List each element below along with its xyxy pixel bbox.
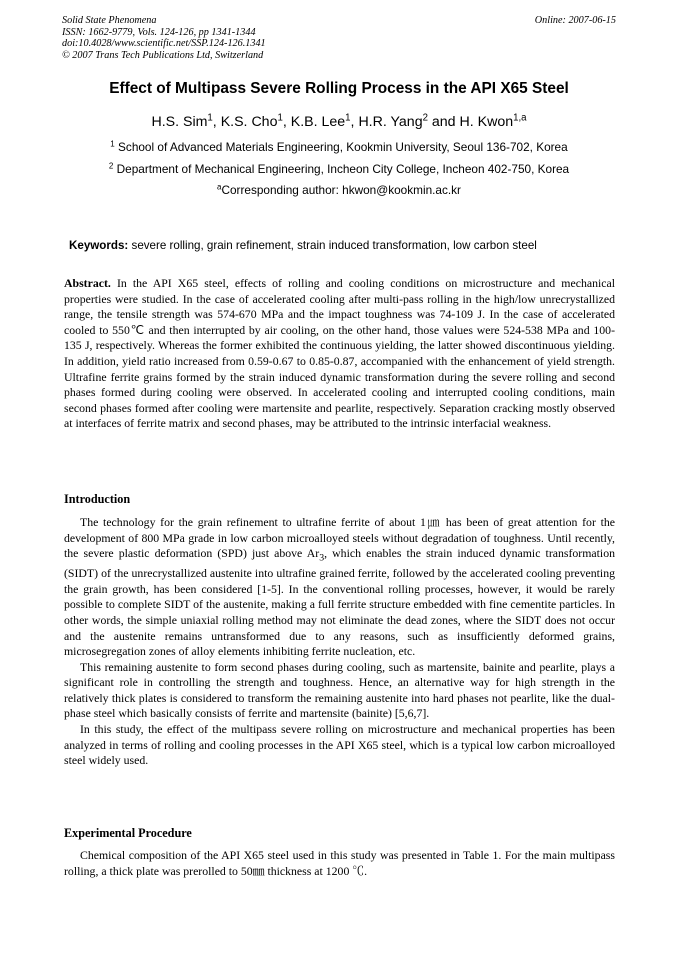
abstract-section [64, 276, 615, 432]
doi-line: doi:10.4028/www.scientific.net/SSP.124-126.1341 [62, 38, 266, 49]
author-name: H.S. Sim [151, 114, 208, 130]
affiliation-text: School of Advanced Materials Engineering, Kookmin University, Seoul 136-702, Korea [118, 140, 568, 154]
keywords-line [69, 239, 629, 252]
paragraph: Chemical composition of the API X65 steel used in this study was presented in Table 1. For the main multipass rolling, a thick plate was prerolled to 50㎜ thickness at 1200 ℃. [64, 848, 615, 878]
paragraph: In this study, the effect of the multipass severe rolling on microstructure and mechanical properties has been analyzed in terms of rolling and cooling processes in the API X65 steel, which is a typical low carbon microalloyed steel widely used. [64, 722, 615, 768]
abstract-text: In the API X65 steel, effects of rolling and cooling conditions on microstructure and mechanical properties were studied. In the case of accelerated cooling after multi-pass rolling in the high/low unrecrystallized range, the tensile strength was 574-670 MPa and the impact toughness was 74-109 J. In the case of accelerated cooled to 550℃ and then interrupted by air cooling, on the other hand, those values were 524-538 MPa and 100-135 J, respectively. Whereas the former exhibited the continuous yielding, the latter showed discontinuous yielding. In addition, yield ratio increased from 0.59-0.67 to 0.85-0.87, accompanied with the enhancement of yield strength. Ultrafine ferrite grains formed by the strain induced dynamic transformation during the severe rolling and second phases formed during cooling were observed. In accelerated cooling and interrupted cooling conditions, main second phases formed after cooling were martensite and pearlite, respectively. Separation cracking mostly observed at interfaces of ferrite matrix and second phases, may be attributed to the intrinsic interfacial weakness. [64, 276, 616, 431]
keywords-label: Keywords: [69, 239, 129, 252]
author-affiliation-mark: 1 [207, 112, 213, 124]
affiliation-mark: 1 [110, 139, 115, 149]
author-name: H. Kwon [459, 114, 514, 130]
paper-title: Effect of Multipass Severe Rolling Process in the API X65 Steel [109, 80, 569, 97]
affiliation-1 [0, 140, 678, 154]
subscript: 3 [319, 552, 325, 564]
affiliation-2 [0, 162, 678, 176]
author-separator: , [350, 114, 359, 130]
author-name: H.R. Yang [358, 114, 423, 130]
copyright-line: © 2007 Trans Tech Publications Ltd, Switzerland [62, 49, 264, 61]
online-date: Online: 2007-06-15 [534, 15, 616, 26]
author-name: K.B. Lee [290, 114, 346, 130]
introduction-heading: Introduction [64, 492, 131, 506]
affiliation-mark: 2 [108, 161, 114, 171]
paragraph-text: The technology for the grain refinement to ultrafine ferrite of about 1㎛ has been of great attention for the development of 800 MPa grade in low carbon microalloyed steels without degradation of toughness. Until recently, the severe plastic deformation (SPD) just above Ar [64, 515, 615, 561]
experimental-section [64, 848, 615, 879]
issn-line: ISSN: 1662-9779, Vols. 124-126, pp 1341-1344 [62, 26, 256, 38]
paragraph [64, 515, 615, 660]
publication-info [62, 15, 266, 61]
author-separator: , [282, 114, 291, 130]
author-list [0, 114, 678, 130]
experimental-heading: Experimental Procedure [64, 826, 192, 840]
corresponding-author [0, 183, 678, 197]
abstract-label: Abstract. [64, 276, 111, 290]
affiliation-text: Department of Mechanical Engineering, Incheon City College, Incheon 402-750, Korea [116, 162, 570, 176]
author-name: K.S. Cho [220, 114, 278, 130]
paragraph-text: , which enables the strain induced dynamic transformation (SIDT) of the unrecrystallized austenite into ultrafine grained ferrite, followed by the accelerated cooling preventing the grain growth, has been considered [1-5]. In the conventional rolling processes, however, it would be rarely possible to complete SIDT of the austenite, making a full ferrite structure embedded with fine cementite particles. In other words, the simple uniaxial rolling method may not eliminate the dead zones, where the SIDT does not occur and the austenite remains untransformed due to any reasons, such as insufficiently deformed grains, microsegregation zones of alloy elements inhibiting ferrite nucleation, etc. [64, 546, 615, 659]
author-affiliation-mark: 1 [345, 112, 351, 124]
affiliation-mark: a [217, 182, 222, 192]
author-separator: , [212, 114, 221, 130]
paragraph: This remaining austenite to form second phases during cooling, such as martensite, bainite and pearlite, plays a significant role in controlling the strength and toughness. Hence, an alternative way for high strength in the relatively thick plates is considered to transform the remaining austenite into hard phases not pearlite, like the dual-phase steel which basically consists of ferrite and martensite (bainite) [5,6,7]. [64, 659, 615, 721]
author-affiliation-mark: 1 [277, 112, 283, 124]
author-affiliation-mark: 2 [422, 112, 428, 124]
author-affiliation-mark: 1,a [513, 112, 527, 124]
introduction-section [64, 515, 615, 769]
author-separator: and [427, 114, 460, 130]
journal-name: Solid State Phenomena [62, 15, 157, 26]
keywords-text: severe rolling, grain refinement, strain induced transformation, low carbon steel [131, 239, 537, 252]
affiliation-text: Corresponding author: hkwon@kookmin.ac.kr [221, 183, 461, 197]
